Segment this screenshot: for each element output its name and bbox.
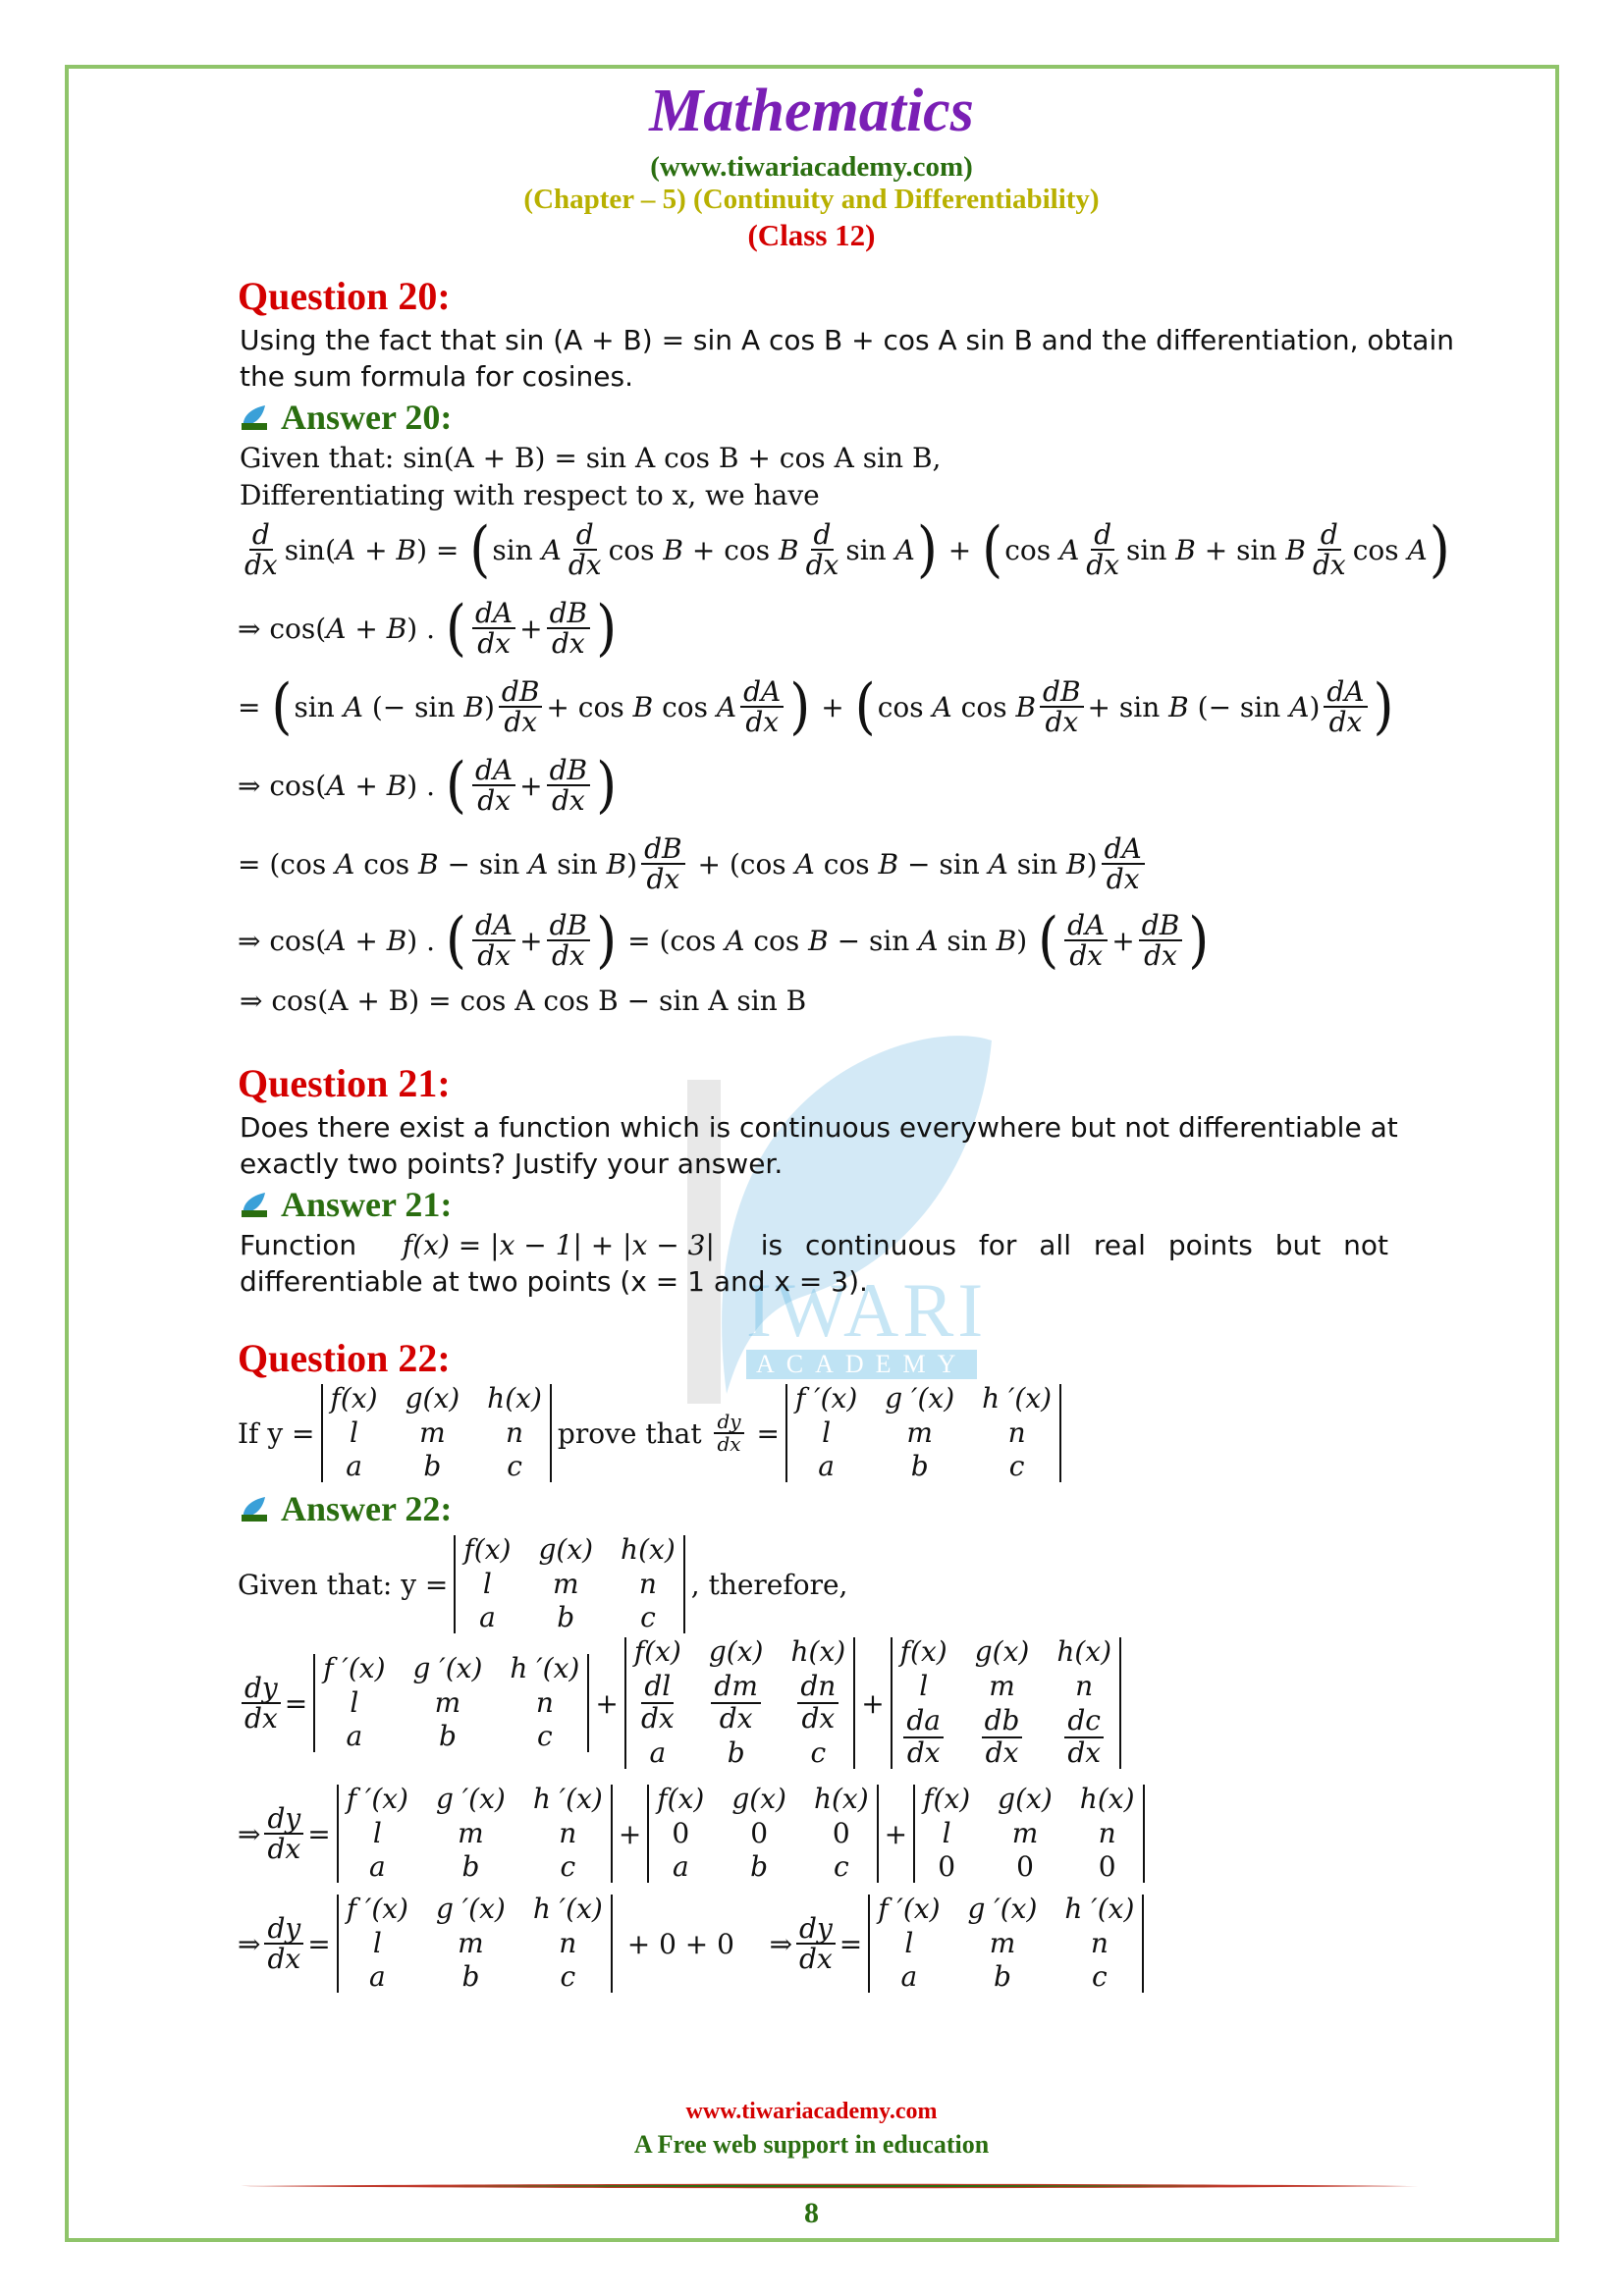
answer-22-eq1-det2: f(x) g(x) h(x) dl dx dm dx dn dx a b c bbox=[624, 1637, 855, 1768]
answer-22-eq2-det1: f ′(x) g ′(x) h ′(x) l m n a b c bbox=[337, 1785, 613, 1883]
answer-21-line1 bbox=[240, 1229, 1388, 1261]
question-20-text-line1: Using the fact that sin (A + B) = sin A cos B + cos A sin B and the differentiation, obtain bbox=[240, 324, 1454, 356]
answer-22-det-y: f(x) g(x) h(x) l m n a b c bbox=[454, 1535, 684, 1633]
question-20-title: Question 20: bbox=[238, 274, 451, 318]
answer-22-eq1: dy dx = f ′(x) g ′(x) h ′(x) l m n a b c + f(x) g(x) h(x) dl dx dm dx dn dx a b c + f(x) g(x) h(x) l m n da dx db dx dc dx bbox=[238, 1633, 1127, 1773]
answer-20-eq1: d dx sin( A + B ) = ( sin A d dx cos B + cos B d dx sin A ) + ( cos A d dx sin B + sin B d dx cos A ) bbox=[244, 513, 1450, 585]
answer-21-line2: differentiable at two points (x = 1 and x = 3). bbox=[240, 1265, 868, 1298]
answer-22-heading bbox=[240, 1488, 452, 1529]
question-22-det-y: f(x) g(x) h(x) l m n a b c bbox=[321, 1384, 552, 1482]
page-number: 8 bbox=[804, 2197, 819, 2229]
question-21-title: Question 21: bbox=[238, 1061, 451, 1105]
answer-20-heading bbox=[240, 397, 452, 438]
tiwari-logo-icon bbox=[240, 1191, 269, 1218]
answer-20-eq4: ⇒ cos( A + B ) . ( dA dx + dB dx ) bbox=[238, 749, 618, 821]
question-22-prove-label: prove that bbox=[557, 1416, 702, 1450]
watermark-text: IWARI bbox=[746, 1267, 988, 1353]
page-title: Mathematics bbox=[649, 78, 974, 144]
answer-22-eq3: ⇒ dy dx = f ′(x) g ′(x) h ′(x) l m n a b c + 0 + 0 ⇒ dy dx = f ′(x) g ′(x) h ′(x) l m n a b c bbox=[238, 1889, 1150, 1999]
answer-20-eq5: = (cos A cos B − sin A sin B ) dB dx + (cos A cos B − sin A sin B ) dA dx bbox=[238, 825, 1149, 903]
question-21-text-line2: exactly two points? Justify your answer. bbox=[240, 1148, 784, 1180]
answer-22-eq2-det3: f(x) g(x) h(x) l m n 0 0 0 bbox=[913, 1785, 1144, 1883]
header-class: (Class 12) bbox=[747, 218, 876, 252]
question-22-statement: If y = f(x) g(x) h(x) l m n a b c prove that dy dx = f ′(x) g ′(x) h ′(x) l m n a b c bbox=[238, 1379, 1067, 1487]
tiwari-logo-icon bbox=[240, 1495, 269, 1522]
answer-22-eq2-det2: f(x) g(x) h(x) 0 0 0 a b c bbox=[647, 1785, 878, 1883]
footer-divider bbox=[241, 2183, 1419, 2189]
answer-21-function-label: Function bbox=[240, 1229, 357, 1261]
answer-20-eq6: ⇒ cos( A + B ) . ( dA dx + dB dx ) = (cos A cos B − sin A sin B ) ( dA dx + dB dx ) bbox=[238, 904, 1210, 976]
answer-21-title: Answer 21: bbox=[281, 1185, 453, 1224]
answer-20-eq3: = ( sin A (− sin B ) dB dx + cos B cos A dA dx ) + ( cos A cos B dB dx + sin B (− sin A ) dA dx ) bbox=[238, 670, 1394, 742]
answer-22-title: Answer 22: bbox=[281, 1489, 453, 1528]
answer-22-eq1-det1: f ′(x) g ′(x) h ′(x) l m n a b c bbox=[313, 1654, 589, 1752]
header-site: (www.tiwariacademy.com) bbox=[650, 151, 973, 183]
answer-21-continuous-text: is continuous for all real points but not bbox=[760, 1229, 1388, 1261]
question-22-if-label: If y = bbox=[238, 1416, 315, 1450]
answer-22-eq1-det3: f(x) g(x) h(x) l m n da dx db dx dc dx bbox=[891, 1637, 1121, 1768]
tiwari-logo-icon bbox=[240, 403, 269, 431]
answer-22-therefore: , therefore, bbox=[690, 1568, 848, 1601]
answer-20-final: ⇒ cos(A + B) = cos A cos B − sin A sin B bbox=[240, 985, 807, 1017]
watermark-academy: ACADEMY bbox=[746, 1350, 977, 1379]
question-22-title: Question 22: bbox=[238, 1336, 451, 1380]
answer-21-function: f(x) = |x − 1| + |x − 3| bbox=[402, 1229, 715, 1261]
answer-20-given: Given that: sin(A + B) = sin A cos B + cos A sin B, bbox=[240, 442, 942, 474]
answer-20-title: Answer 20: bbox=[281, 398, 453, 437]
question-20-text-line2: the sum formula for cosines. bbox=[240, 360, 633, 393]
answer-22-eq3-det2: f ′(x) g ′(x) h ′(x) l m n a b c bbox=[868, 1895, 1144, 1993]
question-22-det-dy: f ′(x) g ′(x) h ′(x) l m n a b c bbox=[785, 1384, 1061, 1482]
answer-22-eq2: ⇒ dy dx = f ′(x) g ′(x) h ′(x) l m n a b c + f(x) g(x) h(x) 0 0 0 a b c + f(x) g(x) h(x) l m n 0 0 0 bbox=[238, 1779, 1151, 1889]
footer-site: www.tiwariacademy.com bbox=[685, 2099, 938, 2124]
answer-20-eq2: ⇒ cos( A + B ) . ( dA dx + dB dx ) bbox=[238, 592, 618, 664]
answer-22-eq3-det1: f ′(x) g ′(x) h ′(x) l m n a b c bbox=[337, 1895, 613, 1993]
answer-21-heading bbox=[240, 1184, 452, 1225]
answer-20-diff-text: Differentiating with respect to x, we have bbox=[240, 479, 820, 511]
footer-tagline: A Free web support in education bbox=[633, 2130, 990, 2159]
answer-22-given bbox=[238, 1529, 847, 1639]
question-21-text-line1: Does there exist a function which is continuous everywhere but not differentiable at bbox=[240, 1111, 1398, 1144]
header-chapter: (Chapter – 5) (Continuity and Differentiability) bbox=[523, 184, 1100, 215]
answer-22-given-label: Given that: y = bbox=[238, 1568, 449, 1601]
